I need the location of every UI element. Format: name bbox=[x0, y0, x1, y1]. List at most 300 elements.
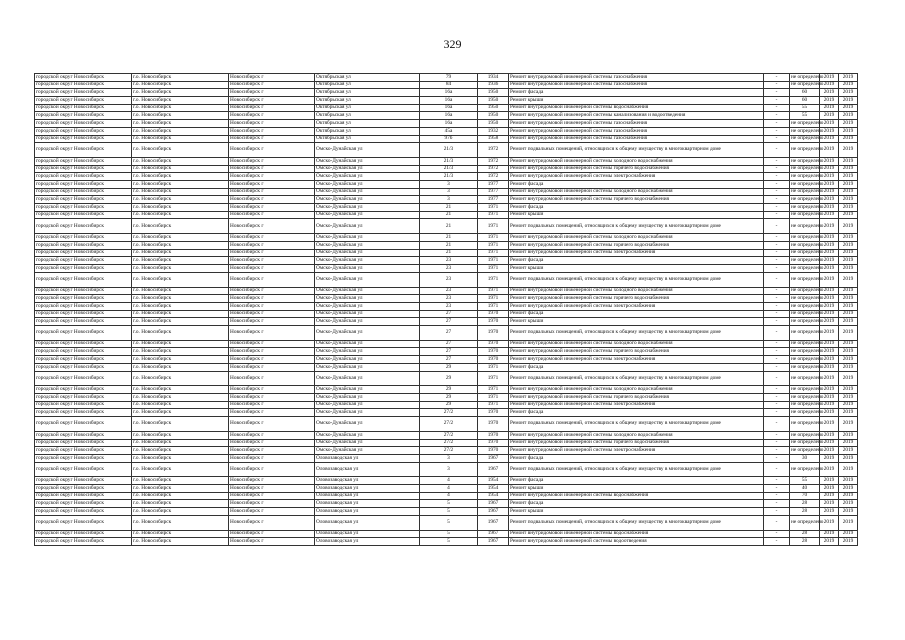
municipality-cell: г.о. Новосибирск bbox=[132, 181, 229, 189]
plan-year-start-cell: 2019 bbox=[820, 287, 839, 295]
build-year-cell: 1971 bbox=[478, 302, 509, 310]
table-row bbox=[35, 234, 858, 242]
plan-year-start-cell: 2019 bbox=[820, 363, 839, 371]
plan-year-end-cell: 2019 bbox=[839, 157, 858, 165]
build-year-cell: 1950 bbox=[478, 112, 509, 120]
table-row bbox=[35, 173, 858, 181]
municipality-cell: г.о. Новосибирск bbox=[132, 265, 229, 273]
city-cell: Новосибирск г bbox=[229, 127, 315, 135]
dash-cell: - bbox=[764, 211, 790, 219]
plan-year-start-cell: 2019 bbox=[820, 211, 839, 219]
municipality-cell: г.о. Новосибирск bbox=[132, 165, 229, 173]
plan-year-end-cell: 2019 bbox=[839, 135, 858, 143]
table-row bbox=[35, 356, 858, 364]
dash-cell: - bbox=[764, 89, 790, 97]
dash-cell: - bbox=[764, 485, 790, 493]
street-cell: Омско-Дунайская ул bbox=[315, 340, 420, 348]
plan-year-start-cell: 2019 bbox=[820, 188, 839, 196]
city-cell: Новосибирск г bbox=[229, 310, 315, 318]
city-cell: Новосибирск г bbox=[229, 454, 315, 462]
cost-cell: не определено bbox=[791, 157, 824, 164]
house-number-cell: 27/2 bbox=[420, 431, 478, 439]
build-year-cell: 1972 bbox=[478, 143, 509, 158]
cost-cell: не определено bbox=[790, 417, 820, 432]
plan-year-end-cell: 2019 bbox=[839, 417, 858, 432]
house-number-cell: 4 bbox=[420, 477, 478, 485]
city-cell: Новосибирск г bbox=[229, 363, 315, 371]
table-row bbox=[35, 295, 858, 303]
municipality-cell: г.о. Новосибирск bbox=[132, 302, 229, 310]
street-cell: Омско-Дунайская ул bbox=[315, 143, 420, 158]
plan-year-end-cell: 2019 bbox=[839, 81, 858, 89]
plan-year-end-cell: 2019 bbox=[839, 325, 858, 340]
plan-year-start-cell: 2019 bbox=[820, 325, 839, 340]
dash-cell: - bbox=[764, 401, 790, 409]
house-number-cell: 27 bbox=[420, 325, 478, 340]
municipality-cell: г.о. Новосибирск bbox=[132, 249, 229, 257]
build-year-cell: 1971 bbox=[478, 219, 509, 234]
municipality-cell: г.о. Новосибирск bbox=[132, 219, 229, 234]
plan-year-end-cell: 2019 bbox=[839, 318, 858, 326]
house-number-cell: 27/2 bbox=[420, 409, 478, 417]
plan-year-end-cell: 2019 bbox=[839, 234, 858, 242]
street-cell: Омско-Дунайская ул bbox=[315, 431, 420, 439]
dash-cell: - bbox=[764, 386, 790, 394]
house-number-cell: 29 bbox=[420, 363, 478, 371]
street-cell: Омско-Дунайская ул bbox=[315, 181, 420, 189]
dash-cell: - bbox=[764, 257, 790, 265]
district-cell: городской округ Новосибирск bbox=[35, 454, 132, 462]
city-cell: Новосибирск г bbox=[229, 530, 315, 538]
street-cell: Омско-Дунайская ул bbox=[315, 219, 420, 234]
plan-year-end-cell: 2019 bbox=[839, 310, 858, 318]
house-number-cell: 23 bbox=[420, 257, 478, 265]
dash-cell: - bbox=[764, 173, 790, 181]
plan-year-start-cell: 2019 bbox=[820, 143, 839, 158]
street-cell: Омско-Дунайская ул bbox=[315, 393, 420, 401]
dash-cell: - bbox=[764, 417, 790, 432]
build-year-cell: 1970 bbox=[478, 356, 509, 364]
municipality-cell: г.о. Новосибирск bbox=[132, 386, 229, 394]
street-cell: Омско-Дунайская ул bbox=[315, 310, 420, 318]
build-year-cell: 1970 bbox=[478, 431, 509, 439]
cost-cell: не определено bbox=[790, 515, 820, 530]
plan-year-end-cell: 2019 bbox=[839, 265, 858, 273]
plan-year-end-cell: 2019 bbox=[839, 477, 858, 485]
city-cell: Новосибирск г bbox=[229, 340, 315, 348]
cost-cell: не определено bbox=[791, 393, 824, 400]
municipality-cell: г.о. Новосибирск bbox=[132, 295, 229, 303]
dash-cell: - bbox=[764, 393, 790, 401]
municipality-cell: г.о. Новосибирск bbox=[132, 530, 229, 538]
street-cell: Оловозаводская ул bbox=[315, 538, 420, 546]
district-cell: городской округ Новосибирск bbox=[35, 143, 132, 158]
table-row bbox=[35, 477, 858, 485]
table-row bbox=[35, 112, 858, 120]
table-row bbox=[35, 241, 858, 249]
work-type-cell: Ремонт внутридомовой инженерной системы холодного водоснабжения bbox=[509, 431, 764, 439]
table-row bbox=[35, 348, 858, 356]
street-cell: Омско-Дунайская ул bbox=[315, 295, 420, 303]
house-number-cell: 5 bbox=[420, 515, 478, 530]
plan-year-start-cell: 2019 bbox=[820, 219, 839, 234]
cost-cell: 28 bbox=[790, 538, 820, 546]
build-year-cell: 1967 bbox=[478, 538, 509, 546]
dash-cell: - bbox=[764, 447, 790, 455]
plan-year-end-cell: 2019 bbox=[839, 401, 858, 409]
municipality-cell: г.о. Новосибирск bbox=[132, 120, 229, 128]
table-row bbox=[35, 340, 858, 348]
house-number-cell: 79 bbox=[420, 74, 478, 82]
plan-year-end-cell: 2019 bbox=[839, 356, 858, 364]
plan-year-end-cell: 2019 bbox=[839, 104, 858, 112]
dash-cell: - bbox=[764, 165, 790, 173]
city-cell: Новосибирск г bbox=[229, 112, 315, 120]
city-cell: Новосибирск г bbox=[229, 265, 315, 273]
build-year-cell: 1971 bbox=[478, 393, 509, 401]
municipality-cell: г.о. Новосибирск bbox=[132, 241, 229, 249]
dash-cell: - bbox=[764, 310, 790, 318]
city-cell: Новосибирск г bbox=[229, 302, 315, 310]
dash-cell: - bbox=[764, 538, 790, 546]
plan-year-start-cell: 2019 bbox=[820, 104, 839, 112]
dash-cell: - bbox=[764, 196, 790, 204]
cost-cell: не определено bbox=[790, 325, 820, 340]
cost-cell: 28 bbox=[790, 530, 820, 538]
municipality-cell: г.о. Новосибирск bbox=[132, 112, 229, 120]
city-cell: Новосибирск г bbox=[229, 173, 315, 181]
cost-cell: 60 bbox=[790, 97, 820, 105]
table-row bbox=[35, 318, 858, 326]
cost-cell: 60 bbox=[790, 89, 820, 97]
house-number-cell: 27 bbox=[420, 348, 478, 356]
plan-year-end-cell: 2019 bbox=[839, 302, 858, 310]
street-cell: Омско-Дунайская ул bbox=[315, 325, 420, 340]
street-cell: Оловозаводская ул bbox=[315, 515, 420, 530]
table-row bbox=[35, 135, 858, 143]
cost-cell: не определено bbox=[791, 135, 824, 142]
street-cell: Омско-Дунайская ул bbox=[315, 348, 420, 356]
district-cell: городской округ Новосибирск bbox=[35, 249, 132, 257]
municipality-cell: г.о. Новосибирск bbox=[132, 310, 229, 318]
build-year-cell: 1971 bbox=[478, 265, 509, 273]
repair-schedule-table bbox=[34, 73, 858, 546]
table-row bbox=[35, 538, 858, 546]
dash-cell: - bbox=[764, 409, 790, 417]
work-type-cell: Ремонт подвальных помещений, относящихся к общему имуществу в многоквартирном доме bbox=[509, 371, 764, 386]
house-number-cell: 27/2 bbox=[420, 439, 478, 447]
build-year-cell: 1971 bbox=[478, 363, 509, 371]
cost-cell: не определено bbox=[791, 165, 824, 172]
build-year-cell: 1977 bbox=[478, 188, 509, 196]
build-year-cell: 1977 bbox=[478, 196, 509, 204]
street-cell: Омско-Дунайская ул bbox=[315, 302, 420, 310]
plan-year-end-cell: 2019 bbox=[839, 492, 858, 500]
house-number-cell: 29 bbox=[420, 393, 478, 401]
district-cell: городской округ Новосибирск bbox=[35, 439, 132, 447]
dash-cell: - bbox=[764, 241, 790, 249]
street-cell: Оловозаводская ул bbox=[315, 500, 420, 508]
district-cell: городской округ Новосибирск bbox=[35, 417, 132, 432]
district-cell: городской округ Новосибирск bbox=[35, 173, 132, 181]
district-cell: городской округ Новосибирск bbox=[35, 348, 132, 356]
city-cell: Новосибирск г bbox=[229, 515, 315, 530]
table-row bbox=[35, 386, 858, 394]
work-type-cell: Ремонт внутридомовой инженерной системы газоснабжения bbox=[509, 120, 764, 128]
build-year-cell: 1970 bbox=[478, 318, 509, 326]
dash-cell: - bbox=[764, 477, 790, 485]
dash-cell: - bbox=[764, 371, 790, 386]
work-type-cell: Ремонт подвальных помещений, относящихся к общему имуществу в многоквартирном доме bbox=[509, 219, 764, 234]
district-cell: городской округ Новосибирск bbox=[35, 157, 132, 165]
cost-cell: не определено bbox=[791, 287, 824, 294]
plan-year-end-cell: 2019 bbox=[839, 257, 858, 265]
work-type-cell: Ремонт внутридомовой инженерной системы канализования и водоотведения bbox=[509, 112, 764, 120]
street-cell: Оловозаводская ул bbox=[315, 508, 420, 516]
municipality-cell: г.о. Новосибирск bbox=[132, 348, 229, 356]
district-cell: городской округ Новосибирск bbox=[35, 492, 132, 500]
street-cell: Оловозаводская ул bbox=[315, 485, 420, 493]
work-type-cell: Ремонт крыши bbox=[509, 318, 764, 326]
dash-cell: - bbox=[764, 530, 790, 538]
dash-cell: - bbox=[764, 104, 790, 112]
plan-year-end-cell: 2019 bbox=[839, 143, 858, 158]
municipality-cell: г.о. Новосибирск bbox=[132, 318, 229, 326]
plan-year-end-cell: 2019 bbox=[839, 219, 858, 234]
cost-cell: не определено bbox=[791, 355, 824, 362]
municipality-cell: г.о. Новосибирск bbox=[132, 371, 229, 386]
build-year-cell: 1967 bbox=[478, 500, 509, 508]
street-cell: Октябрьская ул bbox=[315, 74, 420, 82]
work-type-cell: Ремонт внутридомовой инженерной системы водоснабжения bbox=[509, 492, 764, 500]
street-cell: Омско-Дунайская ул bbox=[315, 211, 420, 219]
street-cell: Октябрьская ул bbox=[315, 112, 420, 120]
dash-cell: - bbox=[764, 363, 790, 371]
build-year-cell: 1971 bbox=[478, 249, 509, 257]
municipality-cell: г.о. Новосибирск bbox=[132, 211, 229, 219]
street-cell: Омско-Дунайская ул bbox=[315, 165, 420, 173]
plan-year-start-cell: 2019 bbox=[820, 492, 839, 500]
house-number-cell: 3 bbox=[420, 188, 478, 196]
build-year-cell: 1972 bbox=[478, 157, 509, 165]
cost-cell: не определено bbox=[791, 211, 824, 218]
house-number-cell: 3 bbox=[420, 196, 478, 204]
table-row bbox=[35, 219, 858, 234]
city-cell: Новосибирск г bbox=[229, 241, 315, 249]
municipality-cell: г.о. Новосибирск bbox=[132, 492, 229, 500]
city-cell: Новосибирск г bbox=[229, 348, 315, 356]
district-cell: городской округ Новосибирск bbox=[35, 165, 132, 173]
work-type-cell: Ремонт подвальных помещений, относящихся к общему имуществу в многоквартирном доме bbox=[509, 272, 764, 287]
table-row bbox=[35, 515, 858, 530]
plan-year-end-cell: 2019 bbox=[839, 538, 858, 546]
street-cell: Омско-Дунайская ул bbox=[315, 257, 420, 265]
table-row bbox=[35, 104, 858, 112]
city-cell: Новосибирск г bbox=[229, 492, 315, 500]
dash-cell: - bbox=[764, 318, 790, 326]
build-year-cell: 1971 bbox=[478, 257, 509, 265]
build-year-cell: 1971 bbox=[478, 211, 509, 219]
city-cell: Новосибирск г bbox=[229, 508, 315, 516]
build-year-cell: 1950 bbox=[478, 89, 509, 97]
municipality-cell: г.о. Новосибирск bbox=[132, 97, 229, 105]
city-cell: Новосибирск г bbox=[229, 135, 315, 143]
cost-cell: не определено bbox=[791, 188, 824, 195]
plan-year-start-cell: 2019 bbox=[820, 127, 839, 135]
municipality-cell: г.о. Новосибирск bbox=[132, 500, 229, 508]
district-cell: городской округ Новосибирск bbox=[35, 74, 132, 82]
work-type-cell: Ремонт внутридомовой инженерной системы электроснабжения bbox=[509, 249, 764, 257]
municipality-cell: г.о. Новосибирск bbox=[132, 204, 229, 212]
dash-cell: - bbox=[764, 157, 790, 165]
city-cell: Новосибирск г bbox=[229, 143, 315, 158]
dash-cell: - bbox=[764, 508, 790, 516]
build-year-cell: 1936 bbox=[478, 81, 509, 89]
build-year-cell: 1971 bbox=[478, 234, 509, 242]
table-row bbox=[35, 492, 858, 500]
city-cell: Новосибирск г bbox=[229, 409, 315, 417]
district-cell: городской округ Новосибирск bbox=[35, 530, 132, 538]
district-cell: городской округ Новосибирск bbox=[35, 104, 132, 112]
plan-year-end-cell: 2019 bbox=[839, 287, 858, 295]
dash-cell: - bbox=[764, 348, 790, 356]
district-cell: городской округ Новосибирск bbox=[35, 310, 132, 318]
house-number-cell: 84 bbox=[420, 81, 478, 89]
street-cell: Оловозаводская ул bbox=[315, 454, 420, 462]
table-row bbox=[35, 302, 858, 310]
city-cell: Новосибирск г bbox=[229, 477, 315, 485]
build-year-cell: 1971 bbox=[478, 386, 509, 394]
street-cell: Омско-Дунайская ул bbox=[315, 272, 420, 287]
work-type-cell: Ремонт фасада bbox=[509, 89, 764, 97]
plan-year-start-cell: 2019 bbox=[820, 204, 839, 212]
district-cell: городской округ Новосибирск bbox=[35, 81, 132, 89]
work-type-cell: Ремонт фасада bbox=[509, 363, 764, 371]
city-cell: Новосибирск г bbox=[229, 371, 315, 386]
plan-year-start-cell: 2019 bbox=[820, 310, 839, 318]
street-cell: Омско-Дунайская ул bbox=[315, 356, 420, 364]
work-type-cell: Ремонт крыши bbox=[509, 97, 764, 105]
city-cell: Новосибирск г bbox=[229, 211, 315, 219]
city-cell: Новосибирск г bbox=[229, 188, 315, 196]
district-cell: городской округ Новосибирск bbox=[35, 325, 132, 340]
plan-year-end-cell: 2019 bbox=[839, 204, 858, 212]
plan-year-end-cell: 2019 bbox=[839, 454, 858, 462]
dash-cell: - bbox=[764, 81, 790, 89]
street-cell: Омско-Дунайская ул bbox=[315, 447, 420, 455]
district-cell: городской округ Новосибирск bbox=[35, 196, 132, 204]
city-cell: Новосибирск г bbox=[229, 272, 315, 287]
city-cell: Новосибирск г bbox=[229, 485, 315, 493]
build-year-cell: 1971 bbox=[478, 204, 509, 212]
city-cell: Новосибирск г bbox=[229, 157, 315, 165]
city-cell: Новосибирск г bbox=[229, 165, 315, 173]
district-cell: городской округ Новосибирск bbox=[35, 135, 132, 143]
street-cell: Октябрьская ул bbox=[315, 89, 420, 97]
house-number-cell: 3 bbox=[420, 181, 478, 189]
plan-year-start-cell: 2019 bbox=[820, 112, 839, 120]
house-number-cell: 3 bbox=[420, 462, 478, 477]
plan-year-start-cell: 2019 bbox=[820, 265, 839, 273]
plan-year-end-cell: 2019 bbox=[839, 295, 858, 303]
municipality-cell: г.о. Новосибирск bbox=[132, 272, 229, 287]
city-cell: Новосибирск г bbox=[229, 74, 315, 82]
city-cell: Новосибирск г bbox=[229, 181, 315, 189]
dash-cell: - bbox=[764, 188, 790, 196]
cost-cell: не определено bbox=[791, 340, 824, 347]
municipality-cell: г.о. Новосибирск bbox=[132, 515, 229, 530]
plan-year-start-cell: 2019 bbox=[820, 318, 839, 326]
table-row bbox=[35, 530, 858, 538]
work-type-cell: Ремонт внутридомовой инженерной системы электроснабжения bbox=[509, 173, 764, 181]
work-type-cell: Ремонт внутридомовой инженерной системы холодного водоснабжения bbox=[509, 157, 764, 165]
house-number-cell: 21/3 bbox=[420, 173, 478, 181]
plan-year-end-cell: 2019 bbox=[839, 515, 858, 530]
house-number-cell: 27 bbox=[420, 356, 478, 364]
district-cell: городской округ Новосибирск bbox=[35, 211, 132, 219]
house-number-cell: 23 bbox=[420, 272, 478, 287]
street-cell: Октябрьская ул bbox=[315, 127, 420, 135]
municipality-cell: г.о. Новосибирск bbox=[132, 363, 229, 371]
table-row bbox=[35, 371, 858, 386]
municipality-cell: г.о. Новосибирск bbox=[132, 447, 229, 455]
street-cell: Омско-Дунайская ул bbox=[315, 204, 420, 212]
municipality-cell: г.о. Новосибирск bbox=[132, 127, 229, 135]
plan-year-start-cell: 2019 bbox=[820, 257, 839, 265]
cost-cell: не определено bbox=[791, 119, 824, 126]
cost-cell: не определено bbox=[791, 180, 824, 187]
cost-cell: не определено bbox=[790, 143, 820, 158]
house-number-cell: 21 bbox=[420, 204, 478, 212]
municipality-cell: г.о. Новосибирск bbox=[132, 439, 229, 447]
work-type-cell: Ремонт внутридомовой инженерной системы горячего водоснабжения bbox=[509, 241, 764, 249]
district-cell: городской округ Новосибирск bbox=[35, 241, 132, 249]
table-row bbox=[35, 272, 858, 287]
work-type-cell: Ремонт внутридомовой инженерной системы горячего водоснабжения bbox=[509, 165, 764, 173]
dash-cell: - bbox=[764, 454, 790, 462]
district-cell: городской округ Новосибирск bbox=[35, 393, 132, 401]
cost-cell: не определено bbox=[791, 196, 824, 203]
build-year-cell: 1967 bbox=[478, 530, 509, 538]
work-type-cell: Ремонт внутридомовой инженерной системы горячего водоснабжения bbox=[509, 295, 764, 303]
house-number-cell: 23 bbox=[420, 287, 478, 295]
municipality-cell: г.о. Новосибирск bbox=[132, 104, 229, 112]
street-cell: Омско-Дунайская ул bbox=[315, 363, 420, 371]
city-cell: Новосибирск г bbox=[229, 249, 315, 257]
district-cell: городской округ Новосибирск bbox=[35, 447, 132, 455]
dash-cell: - bbox=[764, 500, 790, 508]
district-cell: городской округ Новосибирск bbox=[35, 515, 132, 530]
house-number-cell: 45а bbox=[420, 127, 478, 135]
cost-cell: не определено bbox=[790, 219, 820, 234]
house-number-cell: 16а bbox=[420, 120, 478, 128]
municipality-cell: г.о. Новосибирск bbox=[132, 409, 229, 417]
dash-cell: - bbox=[764, 439, 790, 447]
cost-cell: 28 bbox=[790, 508, 820, 516]
table-row bbox=[35, 454, 858, 462]
district-cell: городской округ Новосибирск bbox=[35, 127, 132, 135]
plan-year-end-cell: 2019 bbox=[839, 89, 858, 97]
dash-cell: - bbox=[764, 120, 790, 128]
house-number-cell: 21 bbox=[420, 211, 478, 219]
district-cell: городской округ Новосибирск bbox=[35, 409, 132, 417]
cost-cell: не определено bbox=[791, 203, 824, 210]
plan-year-start-cell: 2019 bbox=[820, 157, 839, 165]
street-cell: Омско-Дунайская ул bbox=[315, 409, 420, 417]
street-cell: Оловозаводская ул bbox=[315, 477, 420, 485]
house-number-cell: 21 bbox=[420, 249, 478, 257]
city-cell: Новосибирск г bbox=[229, 500, 315, 508]
